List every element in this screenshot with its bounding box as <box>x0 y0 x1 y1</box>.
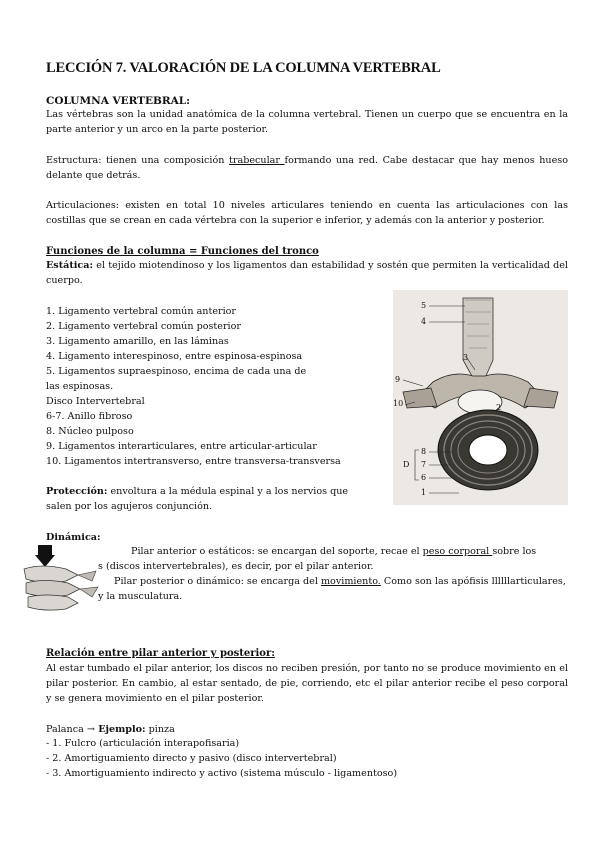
estructura-text: Estructura: tienen una composición <box>46 155 230 166</box>
vertebra-figure <box>393 290 568 505</box>
figure-label: 6 <box>421 473 427 482</box>
figure-label: 10 <box>393 399 404 408</box>
list-item: - 3. Amortiguamiento indirecto y activo (sistema músculo - ligamentoso) <box>46 768 398 779</box>
section-heading-columna: COLUMNA VERTEBRAL: <box>46 95 191 107</box>
pilar-anterior-text: Pilar anterior o estáticos: se encargan del soporte, recae el <box>131 546 423 557</box>
list-item: 5. Ligamentos supraespinoso, encima de cada una de <box>46 366 307 377</box>
trabecular-term: trabecular <box>229 155 285 166</box>
list-item: - 2. Amortiguamiento directo y pasivo (disco intervertebral) <box>46 753 337 764</box>
pilar-posterior-text: Pilar posterior o dinámico: se encarga del <box>114 576 321 587</box>
figure-label: 7 <box>421 460 427 469</box>
list-item: 4. Ligamento interespinoso, entre espinosa-espinosa <box>46 351 303 362</box>
list-item: 1. Ligamento vertebral común anterior <box>46 306 237 317</box>
page-title: LECCIÓN 7. VALORACIÓN DE LA COLUMNA VERTEBRAL <box>46 60 441 76</box>
figure-label: 5 <box>421 301 427 310</box>
dinamica-line3 <box>114 574 566 589</box>
figure-label: 2 <box>496 403 502 412</box>
proteccion-label: Protección: <box>46 486 108 497</box>
proteccion-text-line2: salen por los agujeros conjunción. <box>46 501 213 512</box>
proteccion-text: envoltura a la médula espinal y a los nervios que <box>107 486 349 497</box>
pilar-anterior-text-end: sobre los <box>492 546 537 557</box>
figure-label: 9 <box>395 375 401 384</box>
list-item: 2. Ligamento vertebral común posterior <box>46 321 241 332</box>
arrow-icon: → <box>86 724 95 735</box>
estatica-text: el tejido miotendinoso y los ligamentos dan estabilidad y sostén que permiten la verticalidad del cuerpo. <box>46 260 568 286</box>
paragraph-vertebras: Las vértebras son la unidad anatómica de la columna vertebral. Tienen un cuerpo que se encuentra en la parte anterior y un arco en la parte posterior. <box>46 109 568 135</box>
dinamica-label: Dinámica: <box>46 532 101 543</box>
list-item: 9. Ligamentos interarticulares, entre articular-articular <box>46 441 317 452</box>
dinamica-line1 <box>131 544 536 559</box>
palanca-line <box>46 722 175 737</box>
dinamica-line4: y la musculatura. <box>98 591 183 602</box>
figure-label: D <box>403 460 410 469</box>
list-item: 10. Ligamentos intertransverso, entre transversa-transversa <box>46 456 341 467</box>
figure-label: 3 <box>463 353 469 362</box>
figure-label: 1 <box>421 488 427 497</box>
spine-load-illustration <box>22 545 102 613</box>
section-heading-funciones: Funciones de la columna = Funciones del tronco <box>46 246 319 257</box>
list-item: 8. Núcleo pulposo <box>46 426 134 437</box>
estatica-label: Estática: <box>46 260 94 271</box>
list-item: - 1. Fulcro (articulación interapofisaria) <box>46 738 240 749</box>
figure-label: 8 <box>421 447 427 456</box>
paragraph-estructura <box>46 153 568 183</box>
paragraph-relacion: Al estar tumbado el pilar anterior, los discos no reciben presión, por tanto no se produce movimiento en el pilar posterior. En cambio, al estar sentado, de pie, corriendo, etc el pilar anterior recibe el peso corporal y se genera movimiento en el pilar posterior. <box>46 663 568 704</box>
figure-label: 4 <box>421 317 427 326</box>
estructura-text-end: formando una red. Cabe destacar que hay menos hueso delante que detrás. <box>46 155 568 181</box>
palanca-example: pinza <box>145 724 175 735</box>
list-item: 3. Ligamento amarillo, en las láminas <box>46 336 229 347</box>
pilar-posterior-text-end: Como son las apófisis llllllarticulares, <box>380 576 566 587</box>
peso-corporal-term: peso corporal <box>422 546 493 557</box>
vertebra-illustration <box>393 290 568 505</box>
list-item: 6-7. Anillo fibroso <box>46 411 133 422</box>
dinamica-line2: s (discos intervertebrales), es decir, por el pilar anterior. <box>98 561 374 572</box>
paragraph-proteccion <box>46 484 348 514</box>
paragraph-articulaciones: Articulaciones: existen en total 10 niveles articulares teniendo en cuenta las articulaciones con las costillas que se crean en cada vértebra con la superior e inferior, y además con la anterior y posterior. <box>46 200 568 226</box>
palanca-list <box>46 736 397 781</box>
palanca-label: Palanca <box>46 724 87 735</box>
list-item: Disco Intervertebral <box>46 396 145 407</box>
list-item: las espinosas. <box>46 381 114 392</box>
ejemplo-label: Ejemplo: <box>94 724 146 735</box>
section-heading-relacion: Relación entre pilar anterior y posterior: <box>46 648 275 659</box>
movimiento-term: movimiento. <box>320 576 381 587</box>
ligament-list <box>46 304 341 469</box>
paragraph-estatica <box>46 258 568 288</box>
spine-load-figure <box>22 545 102 613</box>
